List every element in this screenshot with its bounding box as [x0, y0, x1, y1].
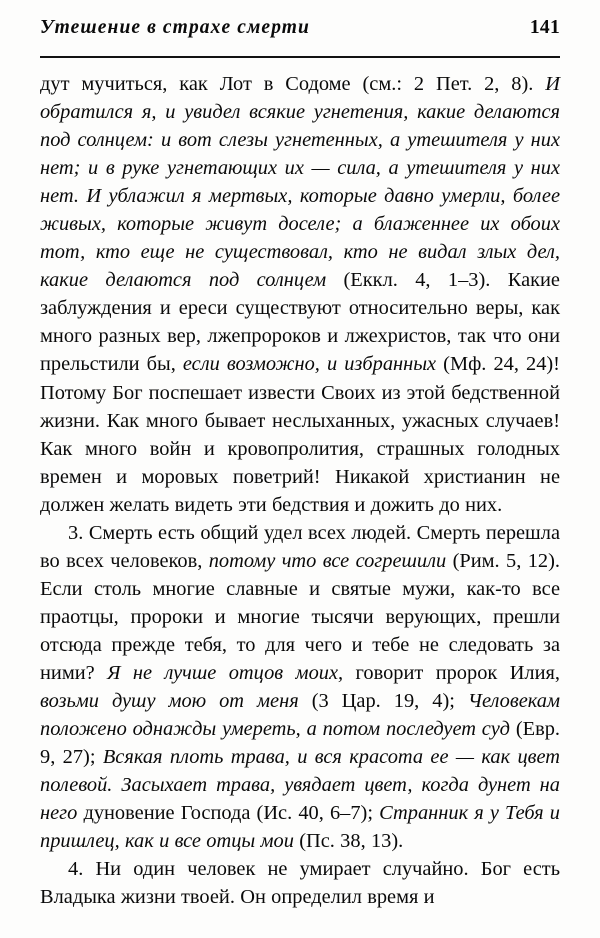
body-text: (Рим. 5, 12). Если столь многие славные и святые мужи, как-то все праотцы, пророки и многие тысячи верующих, прешли отсюда прежде тебя, то для чего и тебе не следовать за ними? [40, 549, 561, 684]
running-head-title: Утешение в страхе смерти [40, 17, 310, 38]
scripture-quote: Я не лучше отцов моих, [107, 661, 344, 684]
scripture-quote: Человекам положено однажды умереть, а потом последует суд [40, 690, 560, 741]
body-text: 4. Ни один человек не умирает случайно. Бог есть Владыка жизни твоей. Он определил время и [40, 858, 560, 909]
para-3 [40, 519, 560, 856]
scripture-quote: И обратился я, и увидел всякие угнетения, какие делаются под солнцем: и вот слезы угнетенных, а утешителя у них нет; и в руке угнетающих их — сила, а утешителя у них нет. И ублажил я мертвых, которые давно умерли, более живых, которые живут доселе; а блаженнее их обоих тот, кто еще не существовал, кто не видал злых дел, какие делаются под солнцем [40, 73, 560, 292]
para-continued [40, 70, 560, 519]
scripture-quote: возьми душу мою от меня [40, 690, 299, 713]
body-text: 3. Смерть есть общий удел всех людей. Смерть перешла во всех человеков, [40, 521, 560, 572]
page-number: 141 [529, 17, 560, 38]
body-text: (Евр. 9, 27); [40, 718, 561, 769]
body-text: (3 Цар. 19, 4); [298, 690, 468, 713]
para-4 [40, 855, 560, 911]
scripture-quote: потому что все согрешили [208, 549, 447, 572]
body-text: (Пс. 38, 13). [293, 830, 404, 853]
scripture-quote: Странник я у Тебя и пришлец, как и все отцы мои [40, 802, 560, 853]
body-text: (Еккл. 4, 1–3). Какие заблуждения и ереси существуют относительно веры, как много разных вер, лжепророков и лжехристов, так что они прельстили бы, [40, 269, 560, 376]
body-text: (Ис. 40, 6–7); [250, 802, 380, 825]
running-head [40, 18, 560, 58]
scripture-quote: Всякая плоть трава, и вся красота ее — как цвет полевой. Засыхает трава, увядает цвет, когда дунет на него [40, 746, 561, 825]
body-text: (Мф. 24, 24)! Потому Бог поспешает извести Своих из этой бедственной жизни. Как много бывает неслыханных, ужасных случаев! Как много войн и кровопролития, страшных голодных времен и моровых поветрий! Никакой христианин не должен желать видеть эти бедствия и дожить до них. [40, 353, 560, 516]
scripture-quote: если возможно, и избранных [182, 353, 437, 376]
body-text: дут мучиться, как Лот в Содоме (см.: 2 Пет. 2, 8). [40, 73, 546, 95]
body-text: говорит пророк Илия, [343, 661, 560, 684]
body-text: дуновение Господа [83, 802, 251, 825]
text-block [40, 70, 560, 911]
